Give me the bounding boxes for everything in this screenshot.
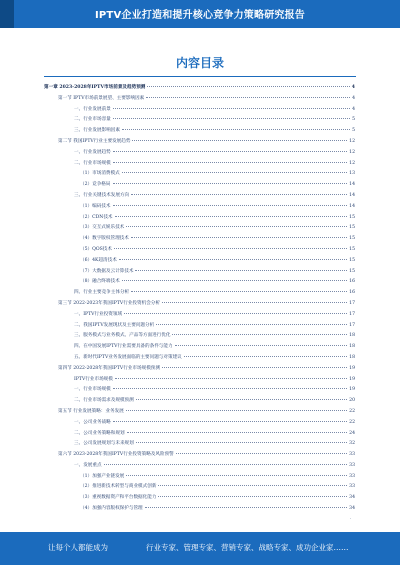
toc-entry-label: 二、我国IPTV发展现状及主要问题分析	[74, 322, 155, 328]
toc-leader-dots	[104, 464, 348, 465]
toc-leader-dots	[132, 140, 347, 141]
toc-entry-page: 15	[349, 236, 355, 242]
toc-entry-label: 三、公司发展规划与未来规划	[74, 441, 134, 447]
toc-entry-page: 20	[349, 398, 355, 404]
toc-entry-label: IPTV行业市场规模	[74, 376, 113, 382]
toc-leader-dots	[131, 237, 347, 238]
toc-entry-label: 一、行业发展趋势	[74, 149, 111, 155]
toc-entry-page: 33	[349, 473, 355, 479]
toc-entry-label: 第三节 2022-2023年我国IPTV行业投资机会分析	[58, 300, 160, 306]
header-bar	[0, 0, 400, 28]
toc-entry-page: 5	[352, 128, 355, 134]
toc-entry[interactable]	[44, 385, 355, 396]
toc-leader-dots	[126, 475, 347, 476]
toc-entry-page: 18	[349, 344, 355, 350]
toc-entry-label: （2）竞争格局	[80, 182, 111, 188]
toc-leader-dots	[162, 367, 347, 368]
footer-left-text: 让每个人都能成为	[48, 543, 108, 552]
toc-entry[interactable]	[44, 299, 355, 310]
toc-leader-dots	[122, 129, 350, 130]
toc-leader-dots	[172, 334, 347, 335]
toc-entry[interactable]	[44, 126, 355, 137]
toc-entry-label: （5）QOS技术	[80, 246, 112, 252]
toc-entry-page: 16	[349, 279, 355, 285]
toc-entry-page: 19	[349, 376, 355, 382]
toc-entry-label: 第二节 我国IPTV行业主要发展趋势	[58, 138, 131, 144]
report-title: IPTV企业打造和提升核心竞争力策略研究报告	[94, 10, 305, 21]
toc-leader-dots	[113, 118, 350, 119]
toc-entry-label: 二、行业市场容量	[74, 117, 111, 123]
toc-entry-page: 13	[349, 171, 355, 177]
toc-entry[interactable]	[44, 159, 355, 170]
toc-leader-dots	[115, 216, 348, 217]
toc-entry-label: （8）融合终端技术	[80, 279, 120, 285]
toc-entry-page: 4	[352, 95, 355, 101]
toc-entry[interactable]	[44, 169, 355, 180]
toc-entry-page: 19	[349, 387, 355, 393]
toc-entry-label: （3）交互式娱乐技术	[80, 225, 125, 231]
toc-leader-dots	[136, 399, 347, 400]
toc-entry-page: 15	[349, 268, 355, 274]
toc-entry-page: 5	[352, 117, 355, 123]
toc-entry-label: 四、行业主要竞争主体分析	[74, 290, 130, 296]
toc-entry-page: 12	[349, 160, 355, 166]
toc-entry-page: 33	[349, 484, 355, 490]
toc-entry-page: 34	[349, 495, 355, 501]
toc-entry[interactable]	[44, 83, 355, 94]
toc-leader-dots	[126, 410, 347, 411]
toc-entry-label: 第六节 2023-2028年我国IPTV行业投资策略及风险预警	[58, 452, 174, 458]
toc-leader-dots	[114, 248, 347, 249]
toc-entry[interactable]	[44, 148, 355, 159]
toc-entry[interactable]	[44, 396, 355, 407]
toc-leader-dots	[145, 507, 347, 508]
toc-leader-dots	[127, 432, 348, 433]
toc-entry[interactable]	[44, 288, 355, 299]
toc-entry-label: 二、行业市场需求及规模预测	[74, 398, 134, 404]
toc-leader-dots	[162, 302, 347, 303]
toc-leader-dots	[113, 151, 347, 152]
toc-leader-dots	[158, 496, 347, 497]
toc-entry-label: 第五节 行业发展策略：业务发展	[58, 408, 124, 414]
toc-leader-dots	[113, 108, 350, 109]
toc-entry-label: 二、公司业务策略和规划	[74, 430, 125, 436]
toc-entry-page: 17	[349, 322, 355, 328]
toc-entry-label: 三、行业发展影响因素	[74, 128, 120, 134]
toc-entry[interactable]	[44, 277, 355, 288]
toc-entry-label: （2）CDN技术	[80, 214, 113, 220]
toc-entry-label: （2）推进新技术转型与商业模式创新	[80, 484, 157, 490]
toc-leader-dots	[122, 172, 347, 173]
toc-entry-label: （3）重视数据资产和平台数据化能力	[80, 495, 157, 501]
toc-entry[interactable]	[44, 267, 355, 278]
toc-entry-page: 12	[349, 149, 355, 155]
toc-entry[interactable]	[44, 493, 355, 504]
toc-entry[interactable]	[44, 342, 355, 353]
toc-leader-dots	[126, 226, 347, 227]
toc-entry-label: （4）加强内容版权保护与管理	[80, 506, 143, 512]
toc-entry-page: 17	[349, 300, 355, 306]
toc-entry-page: 22	[349, 408, 355, 414]
toc-entry-label: （4）数字版权管理技术	[80, 236, 129, 242]
toc-entry-page: 32	[349, 441, 355, 447]
toc-entry[interactable]	[44, 472, 355, 483]
toc-entry[interactable]	[44, 115, 355, 126]
toc-entry-page: 33	[349, 452, 355, 458]
toc-entry-page: 15	[349, 214, 355, 220]
toc-entry-label: 一、公司业务战略	[74, 419, 111, 425]
toc-entry[interactable]	[44, 439, 355, 450]
toc-entry-page: 14	[349, 203, 355, 209]
toc-entry[interactable]	[44, 223, 355, 234]
toc-leader-dots	[122, 280, 347, 281]
toc-entry-label: 一、行业发展前景	[74, 106, 111, 112]
toc-entry-label: （6）4K超清技术	[80, 257, 117, 263]
toc-entry[interactable]	[44, 482, 355, 493]
toc-entry[interactable]	[44, 450, 355, 461]
toc-entry[interactable]	[44, 105, 355, 116]
toc-entry-label: （1）市场消费模式	[80, 171, 120, 177]
toc-entry-label: 五、新时代IPTV业务发展面临的主要问题与对策建议	[74, 354, 182, 360]
toc-entry[interactable]	[44, 137, 355, 148]
toc-entry-page: 4	[352, 106, 355, 112]
toc-entry-label: （1）加强产业链发展	[80, 473, 125, 479]
toc-leader-dots	[156, 324, 347, 325]
toc-leader-dots	[158, 485, 347, 486]
toc-entry-page: 34	[349, 506, 355, 512]
toc-entry-label: 第四节 2022-2028年我国IPTV行业市场规模预测	[58, 365, 160, 371]
toc-entry-label: 三、行业关键技术发展方向	[74, 192, 130, 198]
toc-leader-dots	[113, 183, 348, 184]
toc-entry[interactable]	[44, 180, 355, 191]
toc-leader-dots	[184, 356, 347, 357]
toc-leader-dots	[113, 162, 347, 163]
toc-entry[interactable]	[44, 234, 355, 245]
toc-leader-dots	[176, 453, 347, 454]
table-of-contents	[44, 83, 355, 515]
toc-entry-page: 22	[349, 419, 355, 425]
toc-entry[interactable]	[44, 461, 355, 472]
toc-leader-dots	[146, 97, 350, 98]
toc-entry[interactable]	[44, 375, 355, 386]
toc-entry-label: （7）大数据及云计算技术	[80, 268, 134, 274]
toc-entry-page: 19	[349, 365, 355, 371]
toc-entry-page: 14	[349, 182, 355, 188]
toc-entry[interactable]	[44, 331, 355, 342]
toc-leader-dots	[131, 291, 347, 292]
toc-entry[interactable]	[44, 429, 355, 440]
toc-heading: 内容目录	[175, 56, 224, 70]
toc-entry-label: （1）编码技术	[80, 203, 111, 209]
toc-leader-dots	[131, 194, 347, 195]
toc-entry-page: 24	[349, 430, 355, 436]
toc-leader-dots	[124, 313, 347, 314]
toc-entry-page: 14	[349, 192, 355, 198]
toc-leader-dots	[113, 388, 347, 389]
toc-entry-page: 15	[349, 225, 355, 231]
toc-entry-page: 15	[349, 246, 355, 252]
toc-entry-page: 12	[349, 138, 355, 144]
toc-leader-dots	[135, 270, 347, 271]
footer-band	[0, 532, 400, 565]
toc-entry-label: 三、服务模式与业务模式、产品等方面进行优化	[74, 333, 171, 339]
toc-entry[interactable]	[44, 364, 355, 375]
page-marker: ·	[350, 516, 352, 521]
toc-entry-label: 一、IPTV行业投资领域	[74, 311, 123, 317]
toc-entry-page: 15	[349, 257, 355, 263]
toc-leader-dots	[113, 205, 348, 206]
toc-entry-page: 4	[351, 85, 355, 90]
toc-leader-dots	[113, 421, 347, 422]
toc-entry-page: 16	[349, 290, 355, 296]
toc-leader-dots	[115, 378, 347, 379]
toc-entry[interactable]	[44, 256, 355, 267]
toc-entry[interactable]	[44, 321, 355, 332]
toc-entry-page: 18	[349, 333, 355, 339]
toc-entry[interactable]	[44, 407, 355, 418]
toc-entry-label: 四、在中国发展IPTV行业需要具备的条件与能力	[74, 344, 173, 350]
toc-entry[interactable]	[44, 191, 355, 202]
toc-leader-dots	[119, 259, 347, 260]
toc-leader-dots	[175, 345, 348, 346]
toc-entry[interactable]	[44, 418, 355, 429]
toc-entry-label: 第一章 2023-2028年IPTV市场前景及趋势预测	[44, 85, 146, 90]
toc-entry[interactable]	[44, 94, 355, 105]
toc-entry-label: 第一节 IPTV市场前景展望、主要影响因素	[58, 95, 145, 101]
toc-entry-page: 33	[349, 462, 355, 468]
toc-entry-page: 17	[349, 311, 355, 317]
toc-entry-page: 18	[349, 354, 355, 360]
heading-divider	[44, 76, 356, 77]
footer-right-text: 行业专家、管理专家、营销专家、战略专家、成功企业家……	[146, 543, 349, 552]
toc-entry[interactable]	[44, 353, 355, 364]
toc-entry[interactable]	[44, 202, 355, 213]
toc-entry-label: 二、行业市场规模	[74, 160, 111, 166]
toc-entry[interactable]	[44, 213, 355, 224]
toc-entry-label: 一、行业市场规模	[74, 387, 111, 393]
toc-leader-dots	[147, 86, 349, 87]
toc-entry[interactable]	[44, 310, 355, 321]
toc-entry-label: 一、发展重点	[74, 462, 102, 468]
toc-leader-dots	[136, 442, 347, 443]
toc-entry[interactable]	[44, 245, 355, 256]
toc-entry[interactable]	[44, 504, 355, 515]
